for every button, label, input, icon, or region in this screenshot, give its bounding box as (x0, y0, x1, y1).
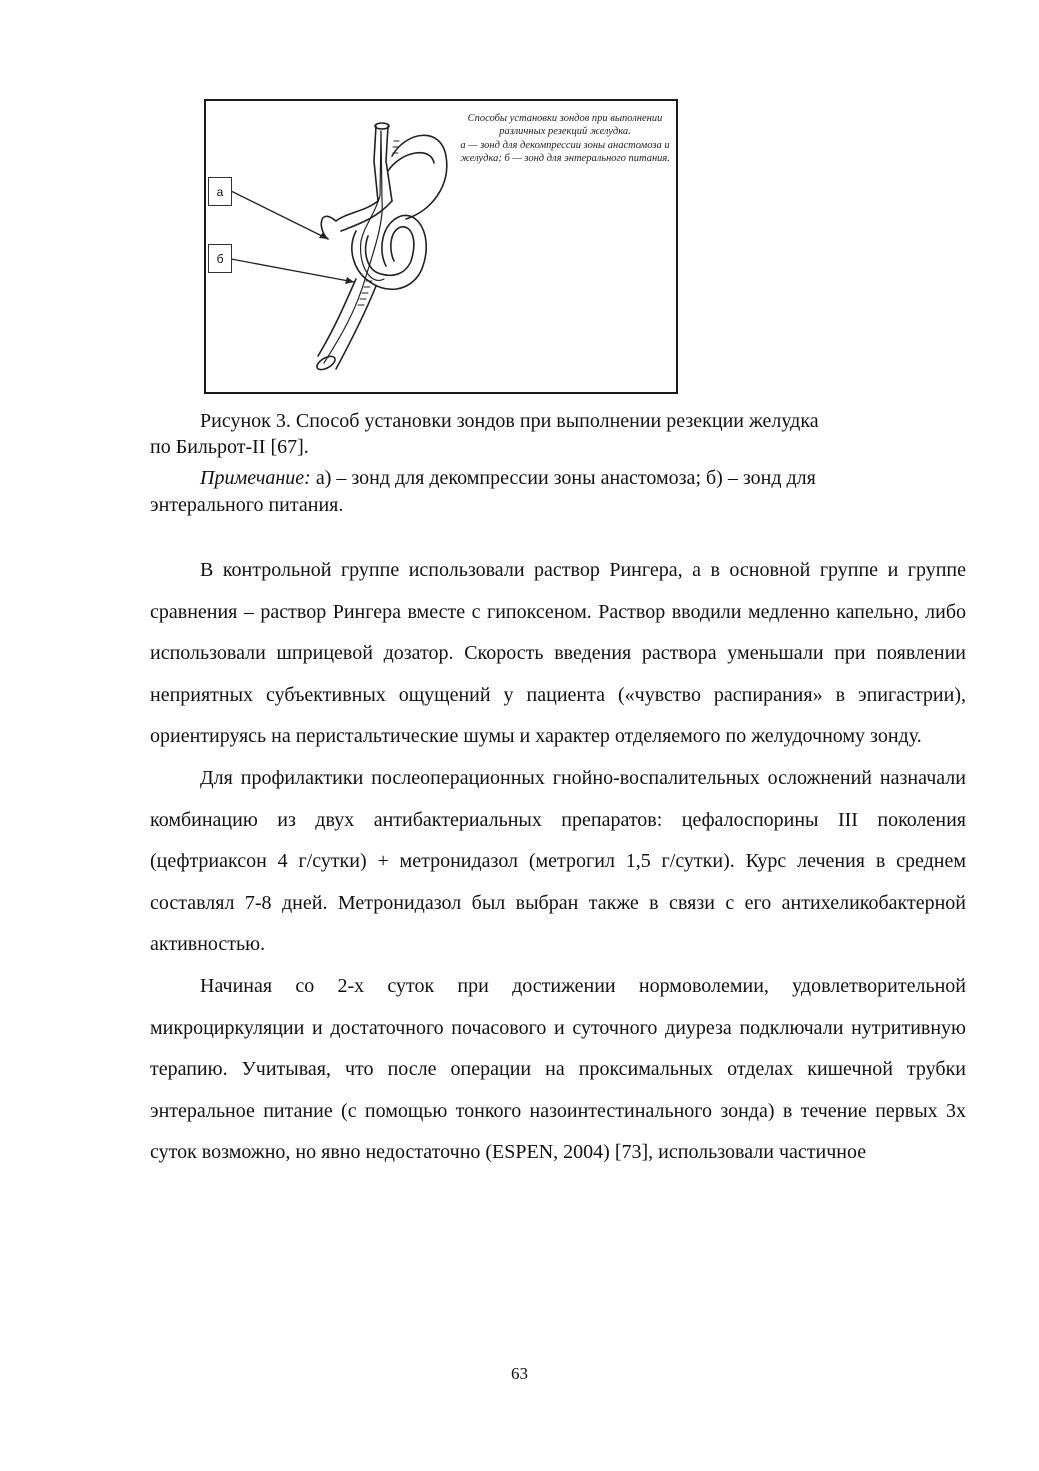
figure-illustration (204, 99, 678, 394)
page-number: 63 (511, 1364, 528, 1383)
figure-inset-title: Способы установки зондов при выполнении различных резекций желудка. (467, 113, 663, 137)
figure-inset-note: а — зонд для декомпрессии зоны анастомоза и желудка; б — зонд для энтерального питания. (460, 140, 670, 164)
body-text (150, 550, 966, 1174)
note-text: а) – зонд для декомпрессии зоны анастомоза; б) – зонд для (310, 467, 816, 489)
note-label: Примечание: (200, 467, 311, 489)
figure-note-line1 (200, 465, 970, 491)
figure-caption-line2: по Бильрот-II [67]. (150, 436, 309, 458)
figure-note-line2: энтерального питания. (150, 494, 344, 516)
paragraph-2: Для профилактики послеоперационных гнойно-воспалительных осложнений назначали комбинацию из двух антибактериальных препаратов: цефалоспорины III поколения (цефтриаксон 4 г/сутки) + метронидазол (метрогил 1,5 г/сутки). Курс лечения в среднем составлял 7-8 дней. Метронидазол был выбран также в связи с его антихеликобактерной активностью. (150, 766, 966, 956)
paragraph-3: Начиная со 2-х суток при достижении нормоволемии, удовлетворительной микроциркуляции и достаточного почасового и суточного диуреза подключали нутритивную терапию. Учитывая, что после операции на проксимальных отделах кишечной трубки энтеральное питание (с помощью тонкого назоинтестинального зонда) в течение первых 3х суток возможно, но явно недостаточно (ESPEN, 2004) [73], использовали частичное (150, 974, 966, 1164)
figure-inset-text (454, 112, 676, 165)
paragraph-1: В контрольной группе использовали раствор Рингера, а в основной группе и группе сравнения – раствор Рингера вместе с гипоксеном. Раствор вводили медленно капельно, либо использовали шприцевой дозатор. Скорость введения раствора уменьшали при появлении неприятных субъективных ощущений у пациента («чувство распирания» в эпигастрии), ориентируясь на перистальтические шумы и характер отделяемого по желудочному зонду. (150, 559, 966, 748)
figure-caption-line1: Рисунок 3. Способ установки зондов при выполнении резекции желудка (200, 410, 819, 432)
label-a-box: а (208, 177, 232, 206)
label-b-box: б (208, 244, 232, 273)
